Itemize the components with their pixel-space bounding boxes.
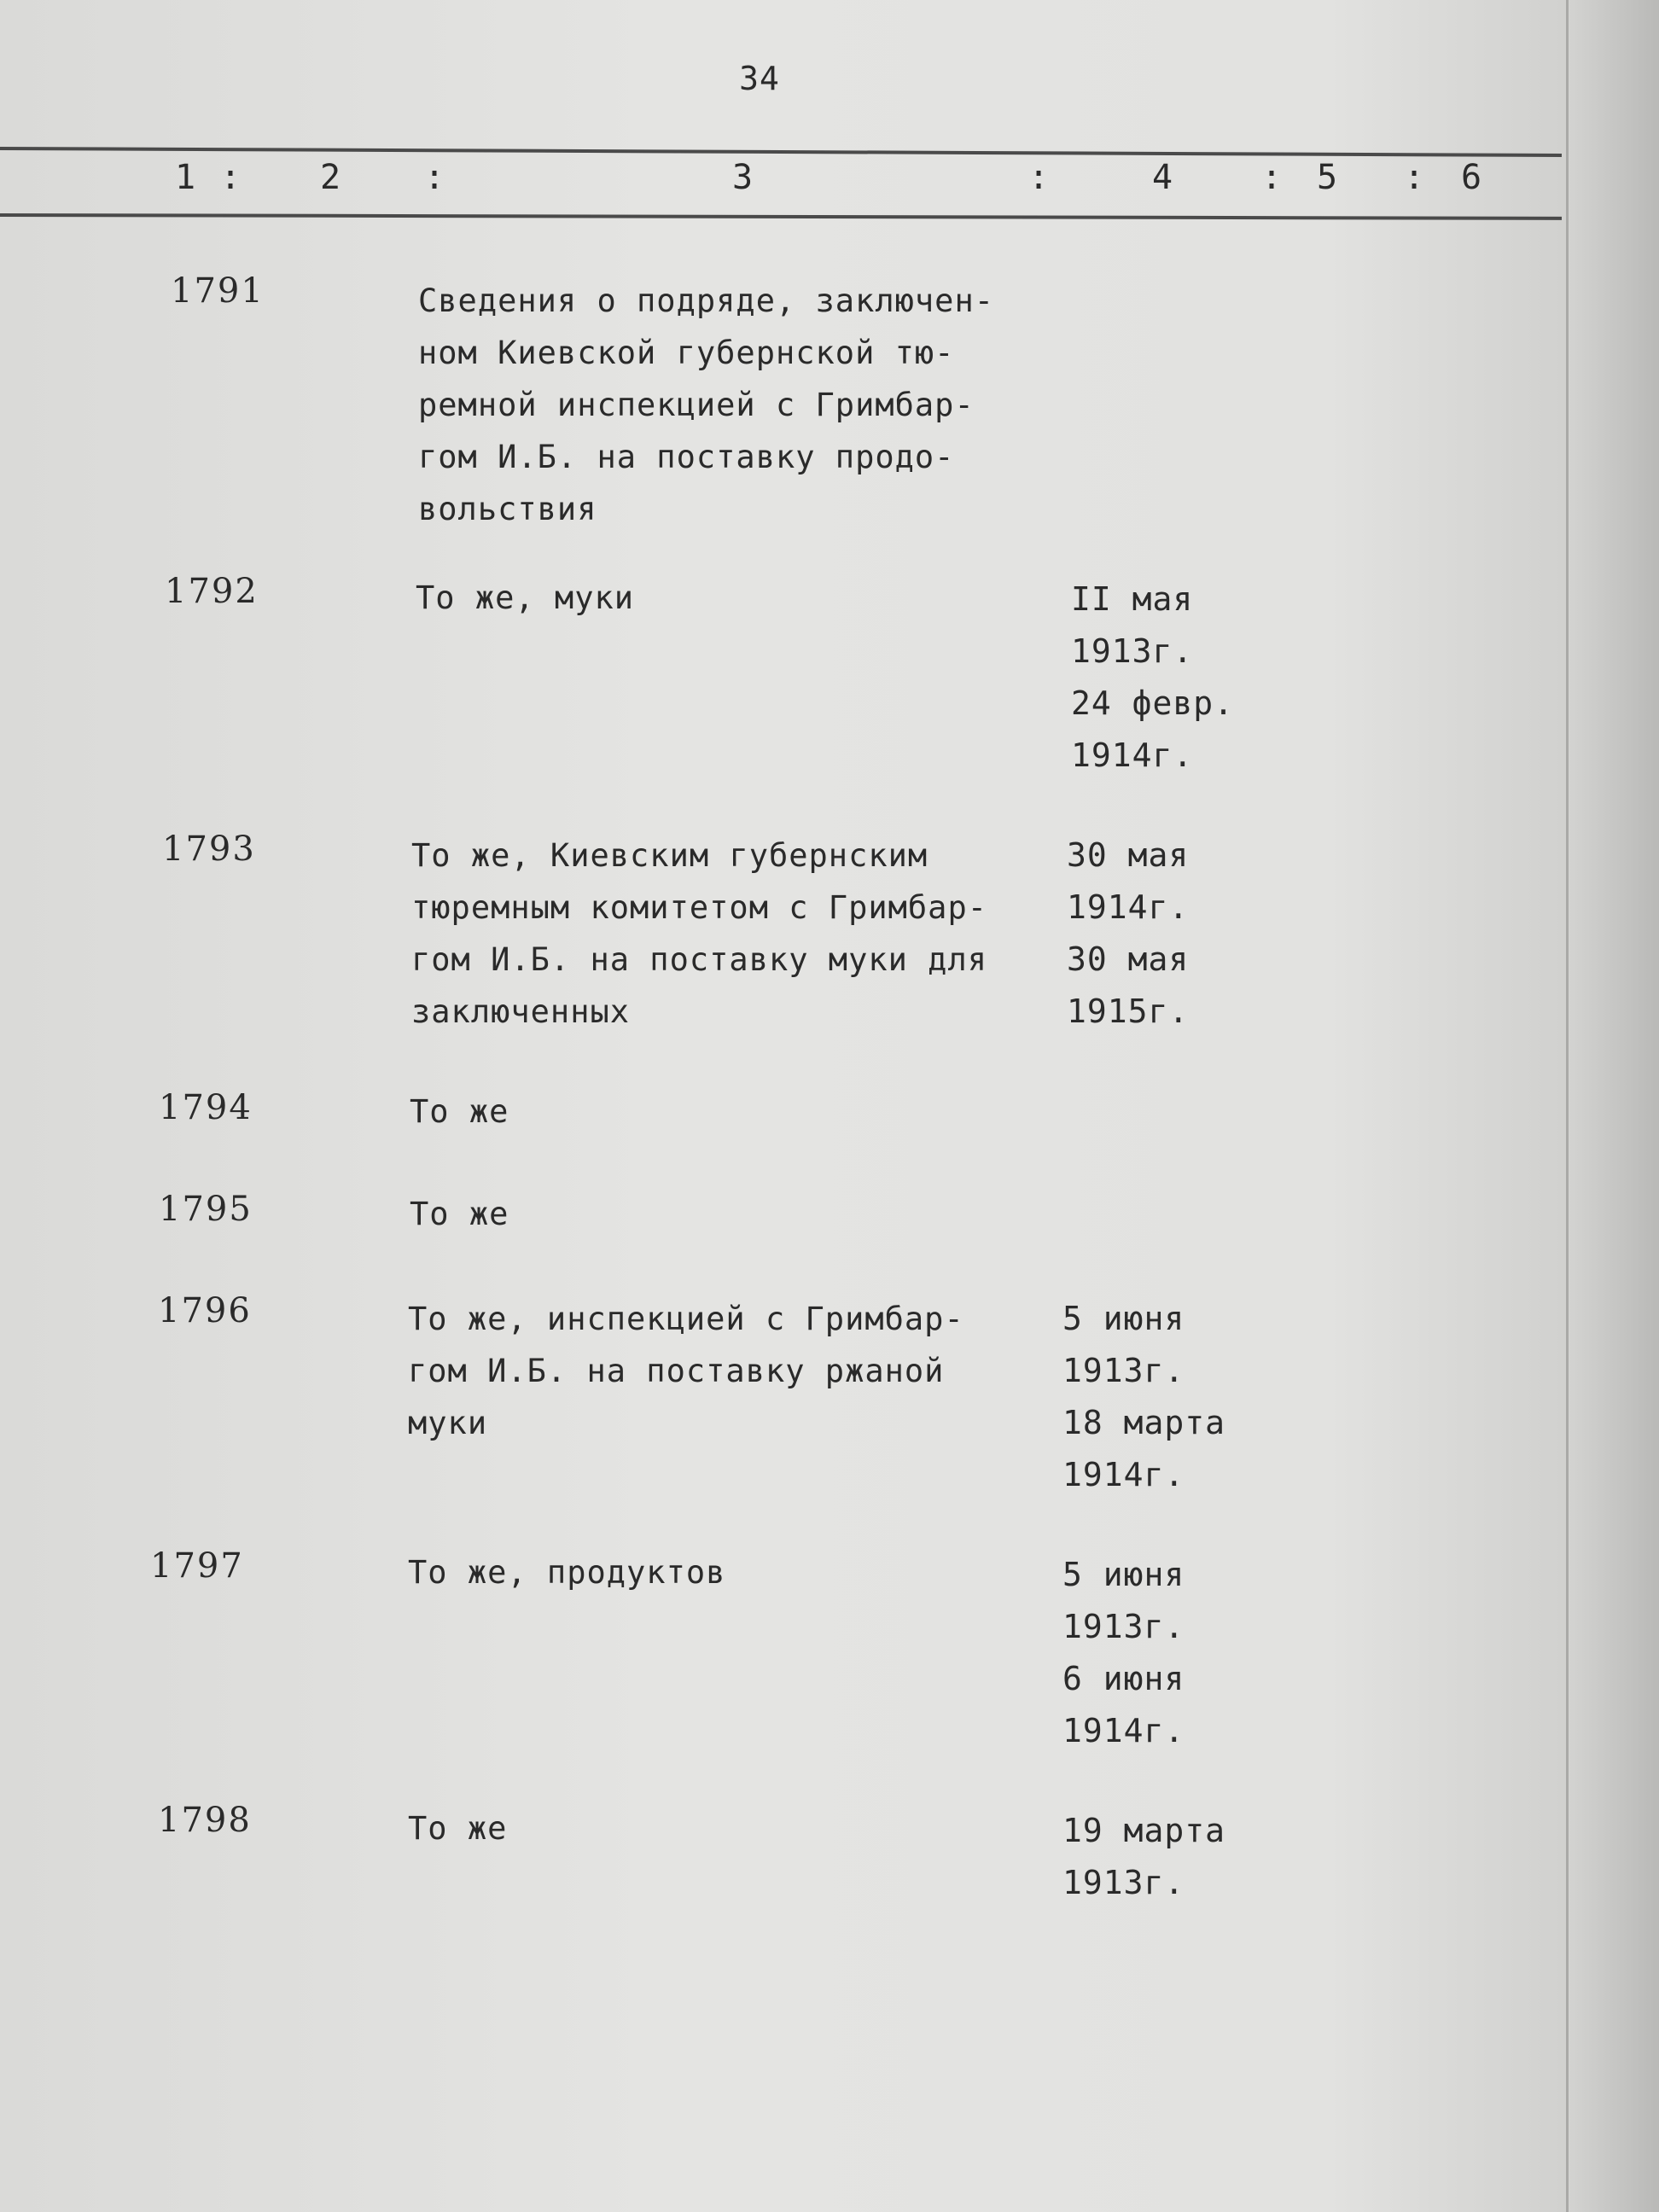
entry-number: 1794 xyxy=(159,1088,253,1127)
entry-description: То же xyxy=(410,1196,509,1232)
entry-description: Сведения о подряде, заключен- ном Киевской губернской тю- ремной инспекцией с Гримбар- гом И.Б. на поставку продо- вольствия xyxy=(418,282,995,527)
entry-date-line: 5 июня xyxy=(1062,1556,1185,1593)
entry-dates xyxy=(1062,1549,1284,1757)
column-header-1: 1 xyxy=(175,158,196,197)
entry-number: 1797 xyxy=(150,1546,244,1586)
entry-date-line: II мая xyxy=(1071,580,1194,618)
column-header-separator: : xyxy=(220,158,242,197)
entry-number: 1793 xyxy=(162,830,256,869)
column-header-separator: : xyxy=(1028,158,1050,197)
entry-date-line: 24 февр. xyxy=(1071,684,1235,722)
entry-date-line: 1914г. xyxy=(1062,1456,1185,1493)
entry-number: 1792 xyxy=(165,572,259,611)
column-header-separator: : xyxy=(424,158,445,197)
entry-date-line: 1913г. xyxy=(1071,632,1194,670)
entry-description: То же, муки xyxy=(416,579,635,616)
column-header-4: 4 xyxy=(1152,158,1173,197)
entry-date-line: 6 июня xyxy=(1062,1660,1185,1697)
page-edge-line xyxy=(1566,0,1569,2212)
entry-date-line: 1913г. xyxy=(1062,1352,1185,1389)
page-edge-shadow xyxy=(1566,0,1659,2212)
entry-date-line: 30 мая xyxy=(1067,836,1190,874)
entry-dates xyxy=(1062,1293,1284,1501)
entry-date-line: 5 июня xyxy=(1062,1300,1185,1337)
entry-number: 1795 xyxy=(159,1190,253,1229)
column-header-separator: : xyxy=(1404,158,1425,197)
entry-description: То же, продуктов xyxy=(408,1554,726,1591)
entry-date-line: 1914г. xyxy=(1062,1712,1185,1749)
entry-number: 1798 xyxy=(158,1801,252,1840)
entry-description: То же xyxy=(408,1810,508,1847)
column-header-6: 6 xyxy=(1461,158,1482,197)
entry-description: То же, Киевским губернским тюремным комитетом с Гримбар- гом И.Б. на поставку муки для заключенных xyxy=(411,837,988,1030)
entry-date-line: 1915г. xyxy=(1067,992,1190,1030)
entry-number: 1791 xyxy=(171,271,265,311)
entry-date-line: 1913г. xyxy=(1062,1608,1185,1645)
entry-dates xyxy=(1071,573,1293,782)
entry-date-line: 1914г. xyxy=(1067,888,1190,926)
entry-date-line: 18 марта xyxy=(1062,1404,1226,1441)
entry-dates xyxy=(1062,1805,1284,1909)
entry-date-line: 1914г. xyxy=(1071,736,1194,774)
column-header-2: 2 xyxy=(320,158,341,197)
entry-date-line: 30 мая xyxy=(1067,940,1190,978)
entry-date-line: 1913г. xyxy=(1062,1864,1185,1901)
page-number: 34 xyxy=(739,60,780,97)
entry-description: То же xyxy=(410,1093,509,1130)
column-header-5: 5 xyxy=(1317,158,1338,197)
column-header-3: 3 xyxy=(732,158,754,197)
entry-description: То же, инспекцией с Гримбар- гом И.Б. на поставку ржаной муки xyxy=(408,1301,964,1441)
entry-dates xyxy=(1067,830,1289,1038)
entry-number: 1796 xyxy=(158,1291,252,1330)
column-header-separator: : xyxy=(1261,158,1283,197)
entry-date-line: 19 марта xyxy=(1062,1812,1226,1849)
